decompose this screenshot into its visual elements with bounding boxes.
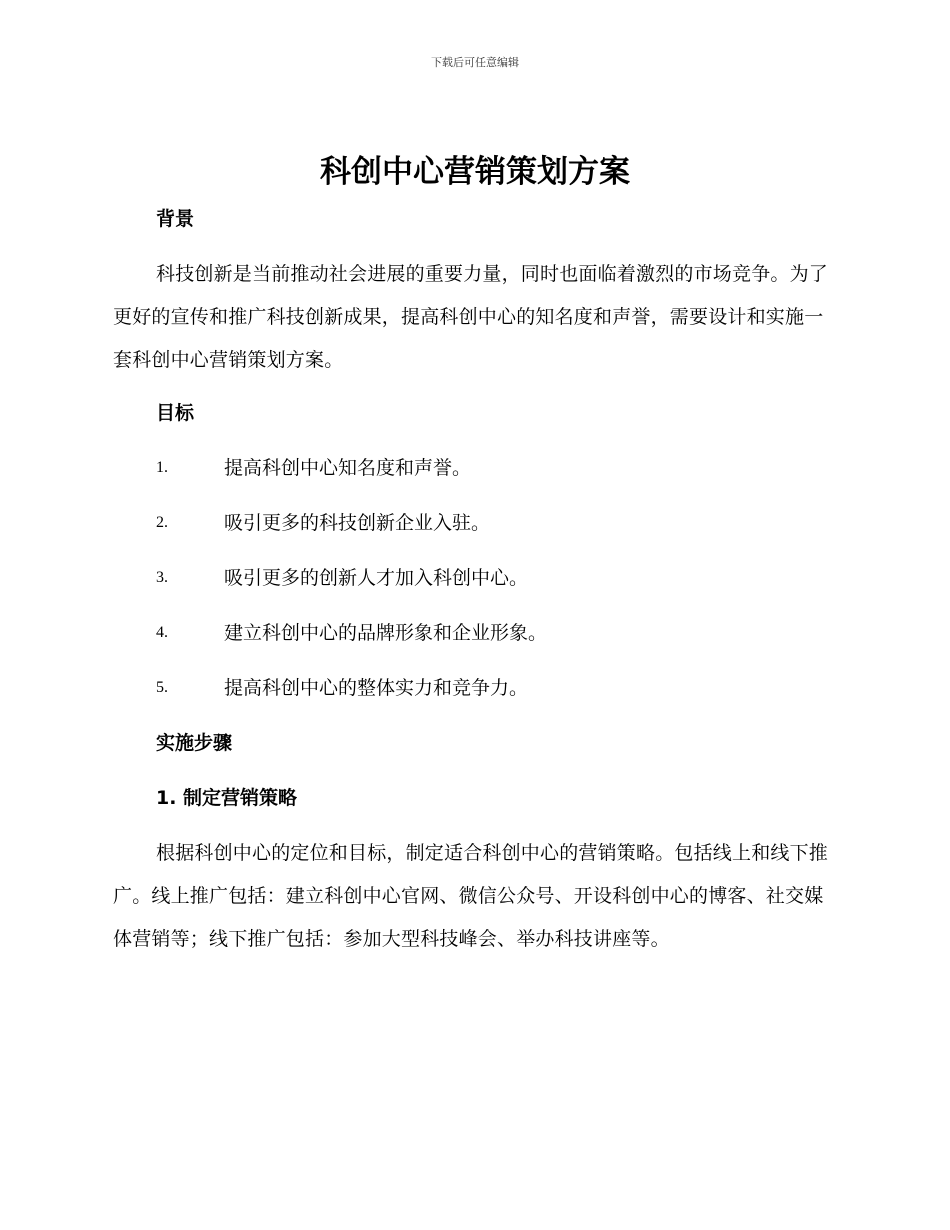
list-number: 1. (156, 459, 168, 476)
page-header-note: 下载后可任意编辑 (431, 56, 519, 69)
list-text: 提高科创中心的整体实力和竞争力。 (224, 677, 529, 699)
section-heading-background: 背景 (156, 208, 195, 230)
list-number: 4. (156, 624, 168, 641)
section-heading-goals: 目标 (156, 402, 195, 424)
list-text: 建立科创中心的品牌形象和企业形象。 (224, 622, 548, 644)
list-number: 5. (156, 679, 168, 696)
list-text: 吸引更多的科技创新企业入驻。 (224, 512, 491, 534)
list-text: 吸引更多的创新人才加入科创中心。 (224, 567, 529, 589)
list-text: 提高科创中心知名度和声誉。 (224, 457, 472, 479)
list-number: 3. (156, 569, 168, 586)
background-paragraph: 科技创新是当前推动社会进展的重要力量，同时也面临着激烈的市场竞争。为了更好的宣传和推广科技创新成果，提高科创中心的知名度和声誉，需要设计和实施一套科创中心营销策划方案。 (113, 263, 829, 371)
marketing-strategy-paragraph: 根据科创中心的定位和目标，制定适合科创中心的营销策略。包括线上和线下推广。线上推广包括：建立科创中心官网、微信公众号、开设科创中心的博客、社交媒体营销等；线下推广包括：参加大型科技峰会、举办科技讲座等。 (113, 842, 829, 950)
section-heading-steps: 实施步骤 (156, 732, 233, 754)
subsection-heading-marketing-strategy: 1. 制定营销策略 (156, 787, 298, 809)
document-title: 科创中心营销策划方案 (320, 154, 630, 190)
list-number: 2. (156, 514, 168, 531)
